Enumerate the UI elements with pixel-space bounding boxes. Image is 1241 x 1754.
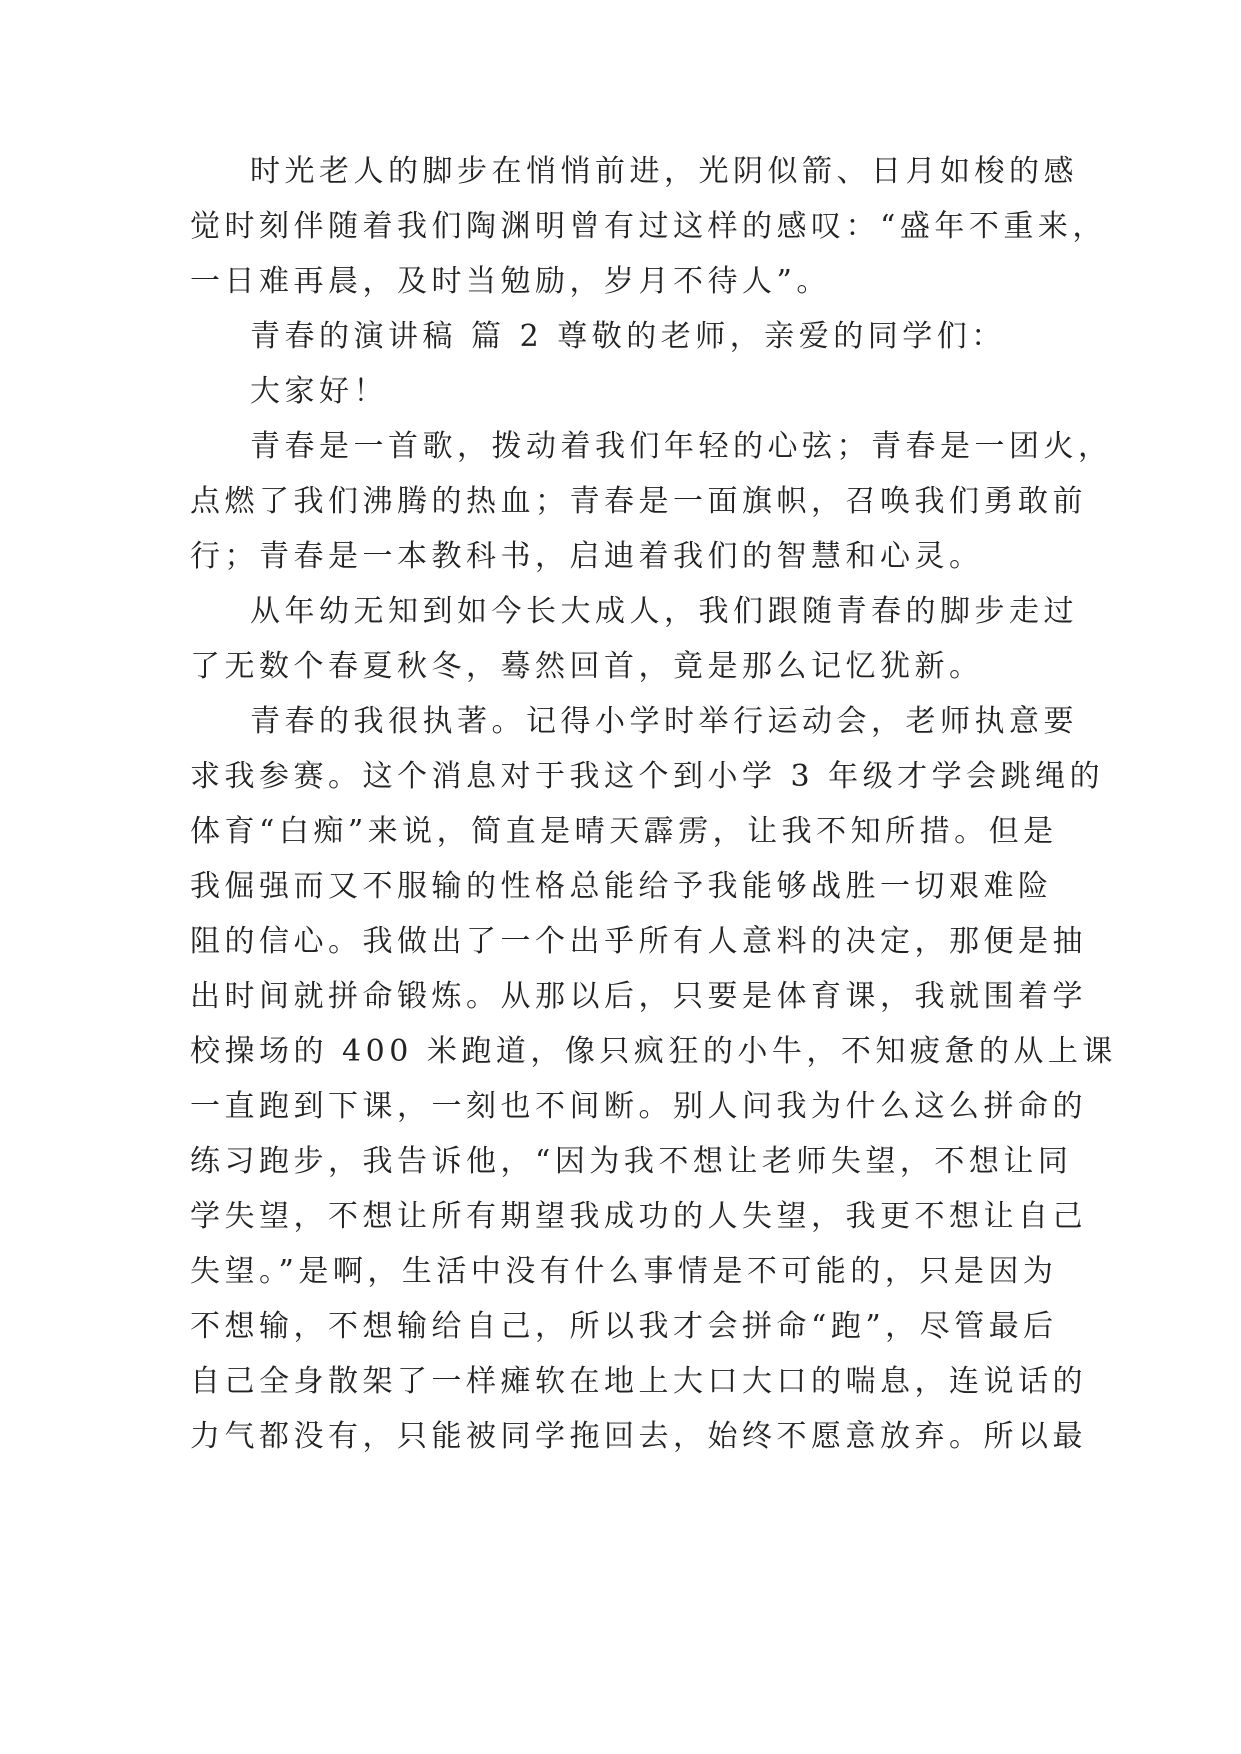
text-line: 我倔强而又不服输的性格总能给予我能够战胜一切艰难险	[190, 869, 1053, 904]
text-line: 时光老人的脚步在悄悄前进，光阴似箭、日月如梭的感	[250, 154, 1078, 189]
text-line: 点燃了我们沸腾的热血；青春是一面旗帜，召唤我们勇敢前	[190, 484, 1087, 519]
text-line: 学失望，不想让所有期望我成功的人失望，我更不想让自己	[190, 1199, 1087, 1234]
text-line: 觉时刻伴随着我们陶渊明曾有过这样的感叹：“盛年不重来，	[190, 209, 1107, 244]
text-line: 出时间就拼命锻炼。从那以后，只要是体育课，我就围着学	[190, 979, 1087, 1014]
text-line: 一日难再晨，及时当勉励，岁月不待人”。	[190, 264, 831, 299]
text-line: 从年幼无知到如今长大成人，我们跟随青春的脚步走过	[250, 594, 1078, 629]
text-line: 失望。”是啊，生活中没有什么事情是不可能的，只是因为	[190, 1254, 1058, 1289]
text-line: 青春是一首歌，拨动着我们年轻的心弦；青春是一团火，	[250, 429, 1113, 464]
greeting-line: 大家好！	[250, 374, 388, 409]
text-line: 校操场的 400 米跑道，像只疯狂的小牛，不知疲惫的从上课	[190, 1034, 1117, 1069]
section-heading: 青春的演讲稿 篇 2 尊敬的老师，亲爱的同学们：	[250, 319, 1006, 354]
text-line: 不想输，不想输给自己，所以我才会拼命“跑”，尽管最后	[190, 1309, 1058, 1344]
text-line: 练习跑步，我告诉他，“因为我不想让老师失望，不想让同	[190, 1144, 1073, 1179]
text-line: 求我参赛。这个消息对于我这个到小学 3 年级才学会跳绳的	[190, 759, 1105, 794]
text-line: 了无数个春夏秋冬，蓦然回首，竟是那么记忆犹新。	[190, 649, 984, 684]
text-line: 一直跑到下课，一刻也不间断。别人问我为什么这么拼命的	[190, 1089, 1087, 1124]
text-line: 行；青春是一本教科书，启迪着我们的智慧和心灵。	[190, 539, 984, 574]
text-line: 力气都没有，只能被同学拖回去，始终不愿意放弃。所以最	[190, 1419, 1087, 1454]
text-line: 阻的信心。我做出了一个出乎所有人意料的决定，那便是抽	[190, 924, 1087, 959]
text-line: 青春的我很执著。记得小学时举行运动会，老师执意要	[250, 704, 1078, 739]
text-line: 体育“白痴”来说，简直是晴天霹雳，让我不知所措。但是	[190, 814, 1058, 849]
text-line: 自己全身散架了一样瘫软在地上大口大口的喘息，连说话的	[190, 1364, 1087, 1399]
